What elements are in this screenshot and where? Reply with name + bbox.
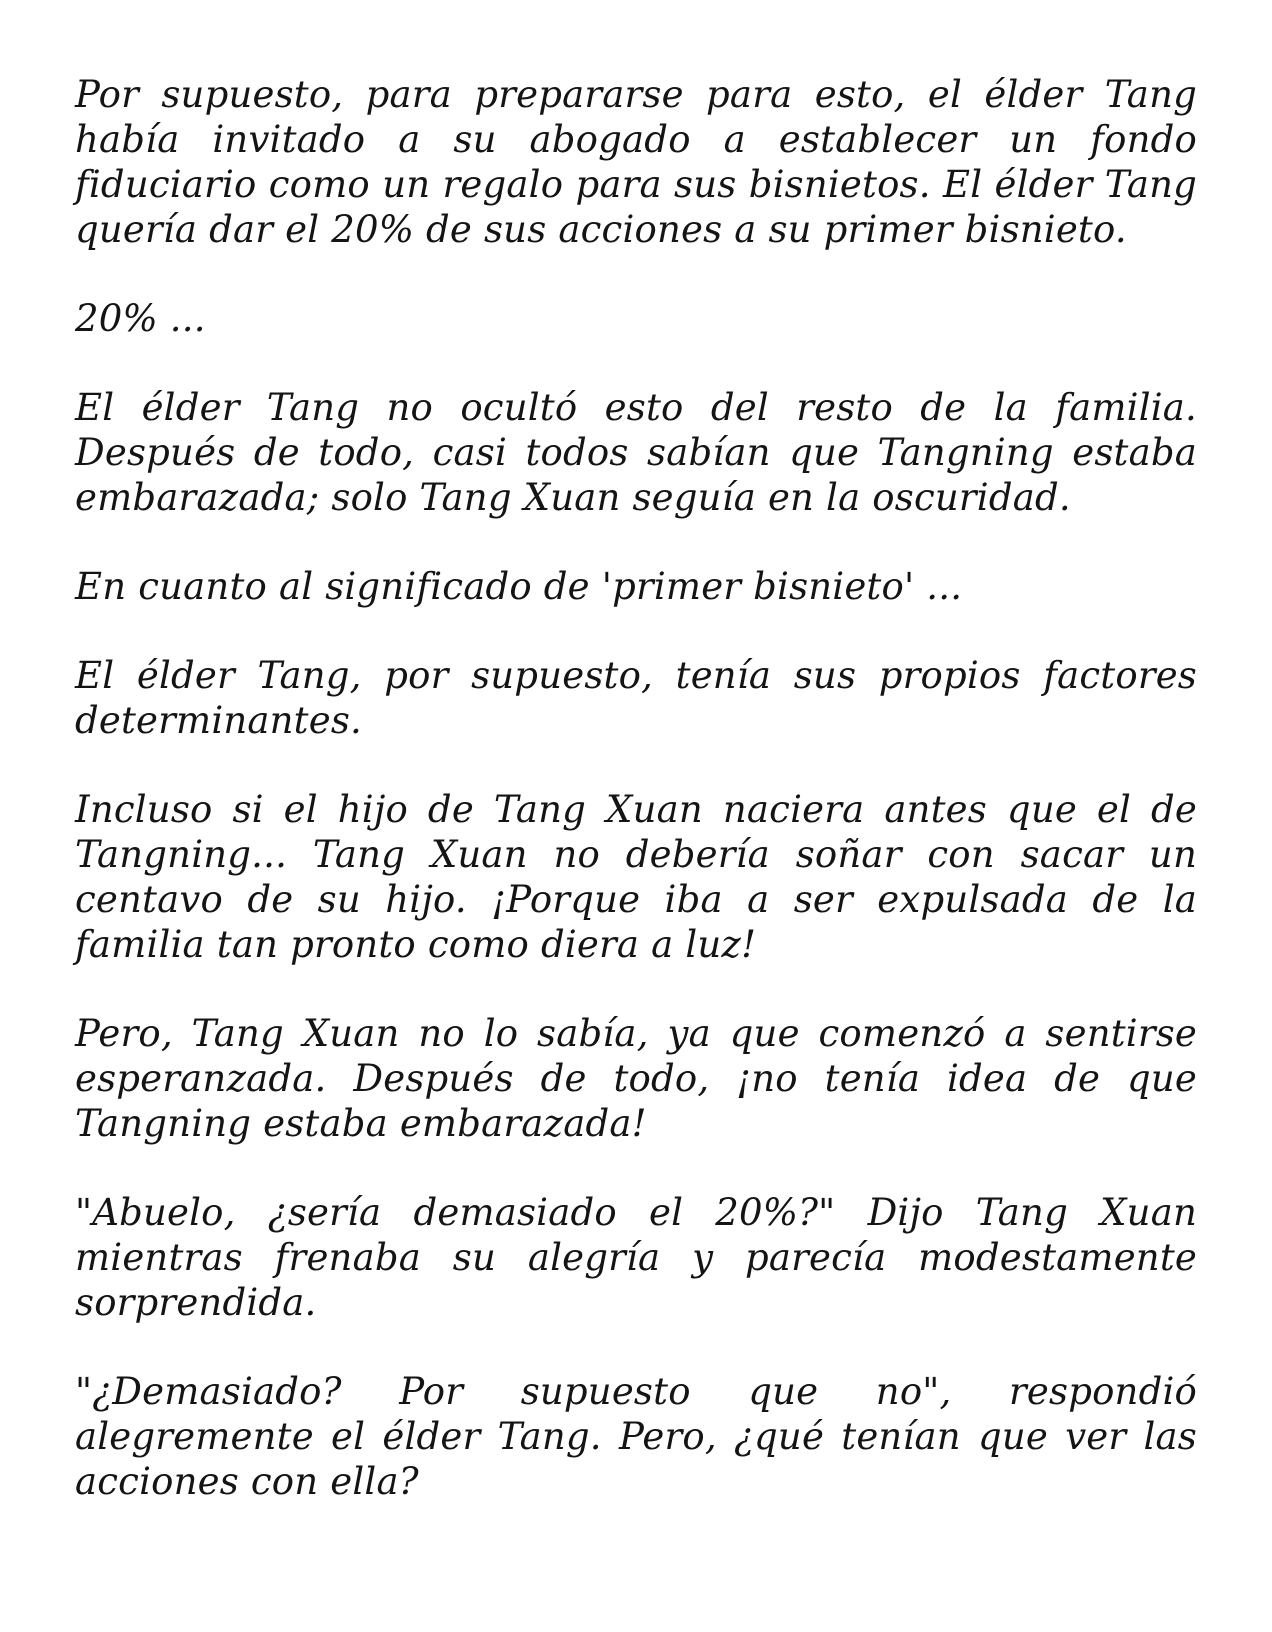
paragraph: "Abuelo, ¿sería demasiado el 20%?" Dijo Tang Xuan mientras frenaba su alegría y parecía modestamente sorprendida.	[75, 1191, 1197, 1324]
paragraph: El élder Tang, por supuesto, tenía sus propios factores determinantes.	[75, 654, 1197, 742]
paragraph: Pero, Tang Xuan no lo sabía, ya que comenzó a sentirse esperanzada. Después de todo, ¡no tenía idea de que Tangning estaba embarazada!	[75, 1012, 1197, 1145]
paragraph: 20% ...	[75, 297, 206, 340]
paragraph: Por supuesto, para prepararse para esto, el élder Tang había invitado a su abogado a establecer un fondo fiduciario como un regalo para sus bisnietos. El élder Tang quería dar el 20% de sus acciones a su primer bisnieto.	[75, 73, 1197, 251]
document-body	[75, 72, 1197, 1548]
paragraph: Incluso si el hijo de Tang Xuan naciera antes que el de Tangning... Tang Xuan no debería soñar con sacar un centavo de su hijo. ¡Porque iba a ser expulsada de la familia tan pronto como diera a luz!	[75, 788, 1197, 966]
paragraph: "¿Demasiado? Por supuesto que no", respondió alegremente el élder Tang. Pero, ¿qué tenían que ver las acciones con ella?	[75, 1370, 1197, 1503]
paragraph: El élder Tang no ocultó esto del resto de la familia. Después de todo, casi todos sabían que Tangning estaba embarazada; solo Tang Xuan seguía en la oscuridad.	[75, 386, 1197, 519]
paragraph: En cuanto al significado de 'primer bisnieto' ...	[75, 565, 963, 608]
